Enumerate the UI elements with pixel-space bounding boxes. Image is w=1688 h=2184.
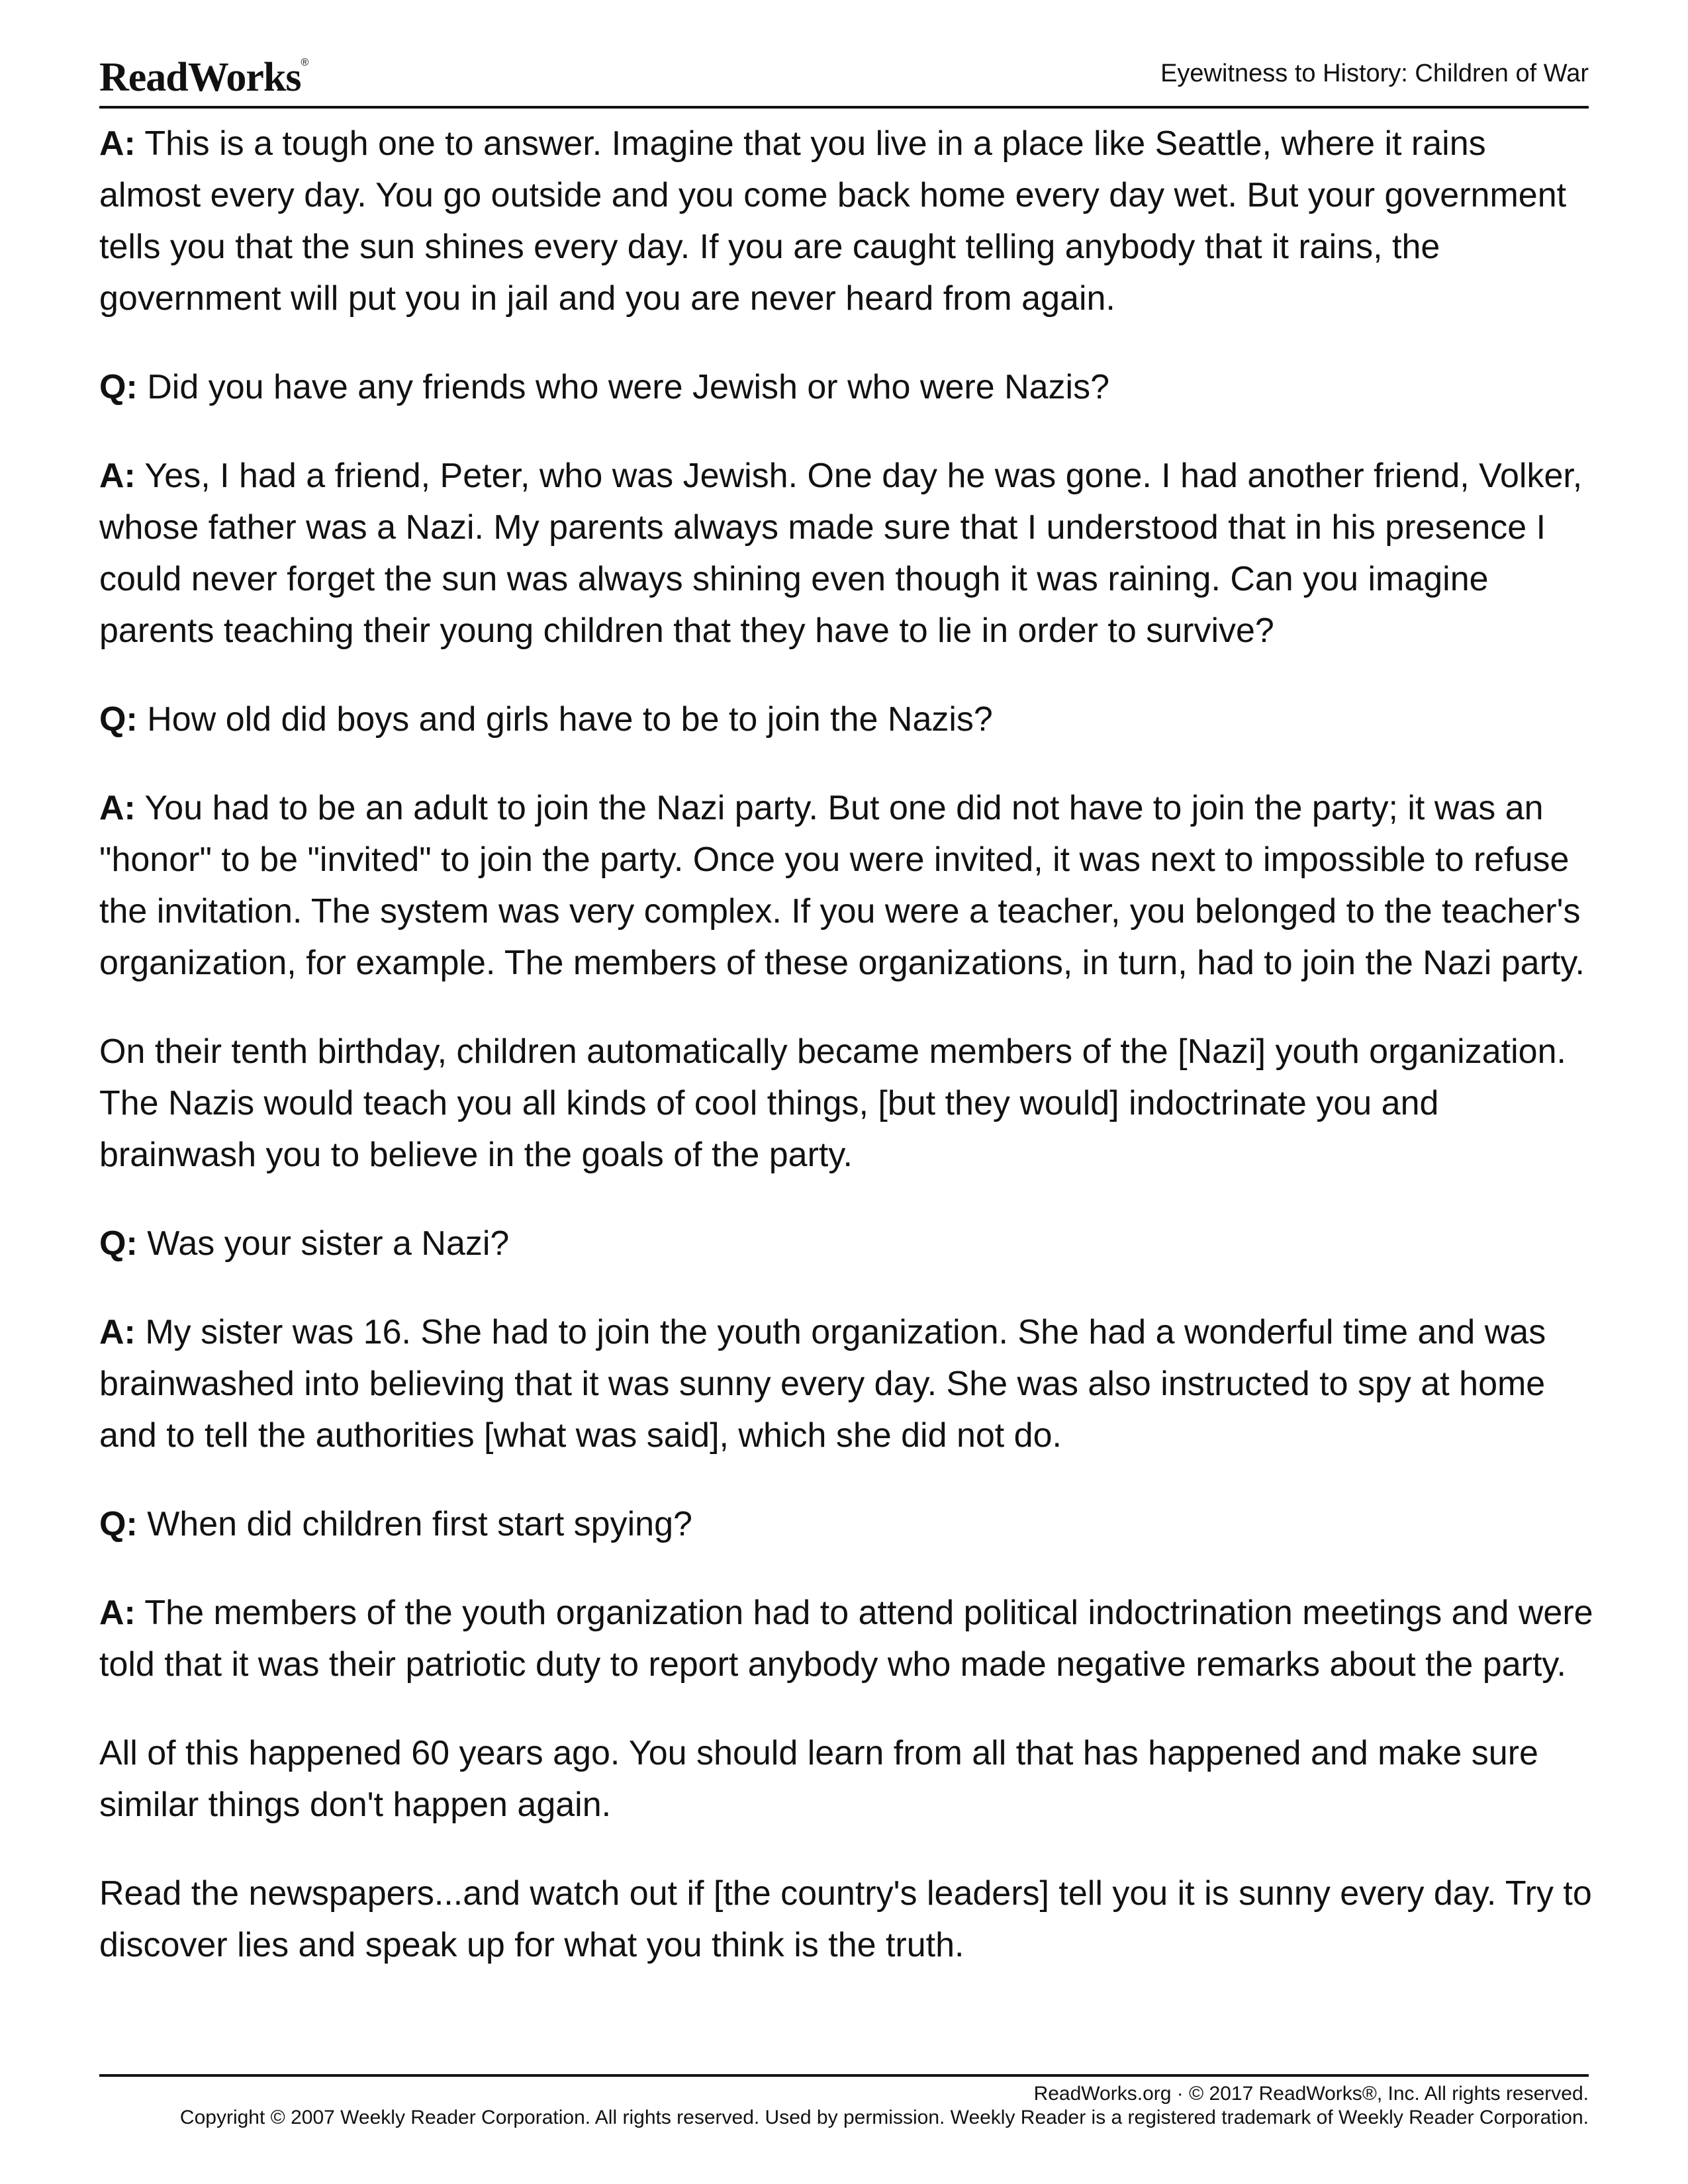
readworks-logo bbox=[99, 54, 308, 101]
speaker-label: A: bbox=[99, 1594, 136, 1632]
paragraph-text: How old did boys and girls have to be to join the Nazis? bbox=[147, 700, 993, 739]
paragraph bbox=[99, 118, 1595, 324]
paragraph bbox=[99, 782, 1595, 989]
footer-copyright-readworks: ReadWorks.org · © 2017 ReadWorks®, Inc. All rights reserved. bbox=[1033, 2083, 1589, 2105]
paragraph bbox=[99, 1306, 1595, 1461]
footer-copyright-weekly-reader: Copyright © 2007 Weekly Reader Corporation. All rights reserved. Used by permission. Weekly Reader is a registered trademark of Weekly Reader Corporation. bbox=[179, 2107, 1589, 2128]
article-body bbox=[99, 118, 1595, 2008]
paragraph-text: On their tenth birthday, children automatically became members of the [Nazi] youth organization. The Nazis would teach you all kinds of cool things, [but they would] indoctrinate you and brainwash you to believe in the goals of the party. bbox=[99, 1032, 1566, 1174]
paragraph-text: This is a tough one to answer. Imagine that you live in a place like Seattle, where it rains almost every day. You go outside and you come back home every day wet. But your government tells you that the sun shines every day. If you are caught telling anybody that it rains, the government will put you in jail and you are never heard from again. bbox=[99, 124, 1567, 318]
speaker-label: Q: bbox=[99, 1505, 138, 1543]
paragraph bbox=[99, 1868, 1595, 1971]
paragraph-text: The members of the youth organization had to attend political indoctrination meetings and were told that it was their patriotic duty to report anybody who made negative remarks about the party. bbox=[99, 1594, 1593, 1684]
speaker-label: Q: bbox=[99, 1224, 138, 1263]
paragraph-text: Was your sister a Nazi? bbox=[147, 1224, 510, 1263]
paragraph-text: When did children first start spying? bbox=[147, 1505, 692, 1543]
speaker-label: Q: bbox=[99, 700, 138, 739]
paragraph bbox=[99, 361, 1595, 413]
logo-registered-mark: ® bbox=[301, 57, 308, 68]
paragraph-text: Yes, I had a friend, Peter, who was Jewish. One day he was gone. I had another friend, Volker, whose father was a Nazi. My parents always made sure that I understood that in his presence I could never forget the sun was always shining even though it was raining. Can you imagine parents teaching their young children that they have to lie in order to survive? bbox=[99, 457, 1583, 650]
paragraph bbox=[99, 1498, 1595, 1550]
paragraph-text: All of this happened 60 years ago. You should learn from all that has happened and make sure similar things don't happen again. bbox=[99, 1734, 1538, 1824]
paragraph bbox=[99, 694, 1595, 745]
paragraph bbox=[99, 1218, 1595, 1269]
speaker-label: A: bbox=[99, 457, 136, 495]
document-title: Eyewitness to History: Children of War bbox=[1160, 60, 1589, 87]
paragraph bbox=[99, 1587, 1595, 1690]
page-footer bbox=[99, 2074, 1589, 2130]
logo-text: ReadWorks bbox=[99, 55, 301, 100]
speaker-label: Q: bbox=[99, 368, 138, 406]
speaker-label: A: bbox=[99, 1313, 136, 1351]
paragraph bbox=[99, 450, 1595, 657]
page-header bbox=[99, 53, 1589, 109]
paragraph bbox=[99, 1026, 1595, 1181]
speaker-label: A: bbox=[99, 124, 136, 163]
paragraph-text: You had to be an adult to join the Nazi party. But one did not have to join the party; it was an "honor" to be "invited" to join the party. Once you were invited, it was next to impossible to refuse the invitation. The system was very complex. If you were a teacher, you belonged to the teacher's organization, for example. The members of these organizations, in turn, had to join the Nazi party. bbox=[99, 789, 1585, 982]
paragraph bbox=[99, 1727, 1595, 1831]
paragraph-text: My sister was 16. She had to join the youth organization. She had a wonderful time and was brainwashed into believing that it was sunny every day. She was also instructed to spy at home and to tell the authorities [what was said], which she did not do. bbox=[99, 1313, 1546, 1455]
speaker-label: A: bbox=[99, 789, 136, 827]
paragraph-text: Read the newspapers...and watch out if [the country's leaders] tell you it is sunny every day. Try to discover lies and speak up for what you think is the truth. bbox=[99, 1874, 1592, 1964]
paragraph-text: Did you have any friends who were Jewish or who were Nazis? bbox=[147, 368, 1110, 406]
